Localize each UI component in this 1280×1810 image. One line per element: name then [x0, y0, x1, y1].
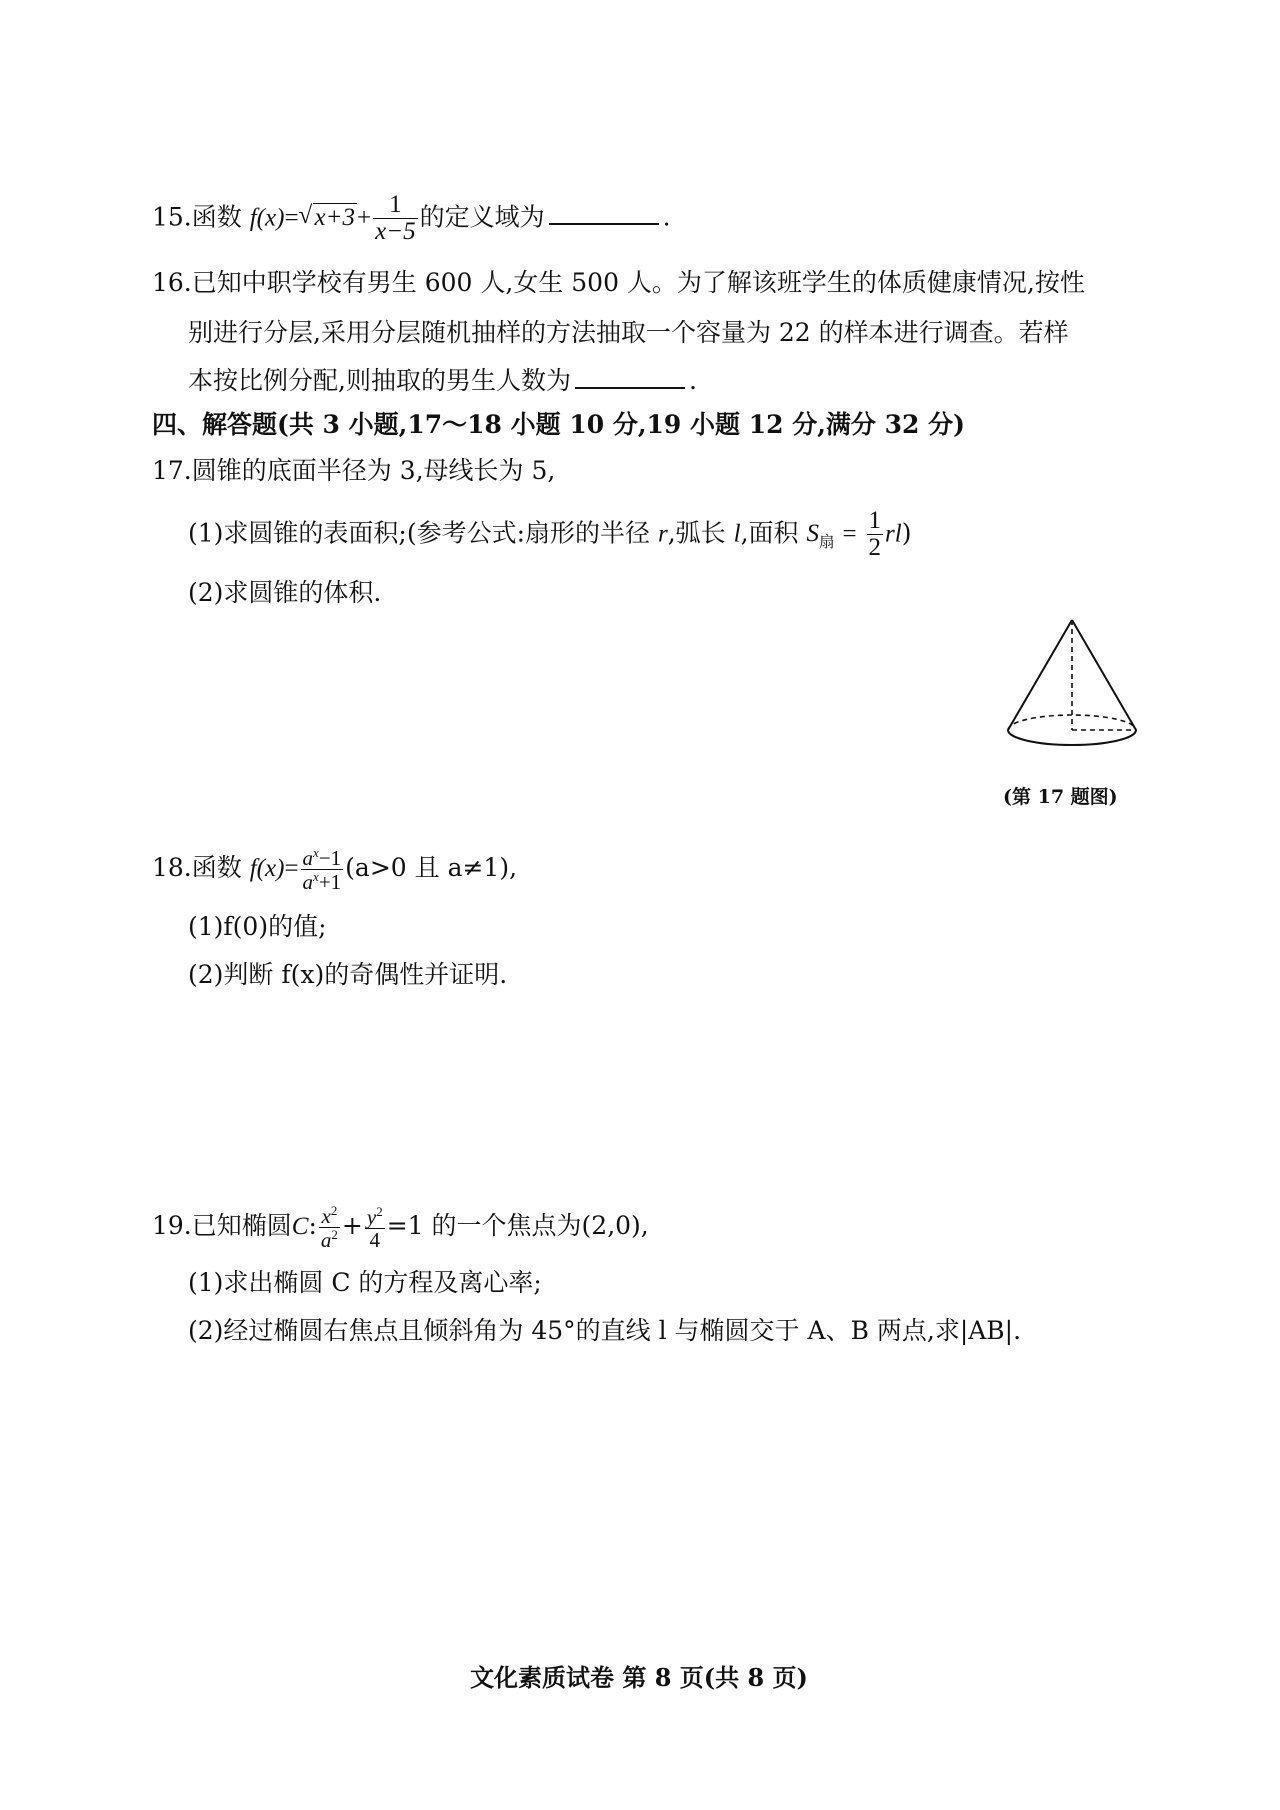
q15-lead: 函数: [191, 202, 242, 232]
q18-number: 18.: [152, 853, 192, 883]
q15-function: f(x): [249, 204, 285, 232]
q16-line-1: 16.已知中职学校有男生 600 人,女生 500 人。为了解该班学生的体质健康情况,按性: [152, 268, 1085, 297]
question-15: [152, 192, 671, 246]
q18-frac-den: [301, 870, 344, 893]
q19-eq1: =1: [386, 1211, 424, 1241]
q17-part-2: (2)求圆锥的体积.: [188, 578, 382, 607]
q17-half-fraction: [867, 508, 884, 562]
q19-C: C: [291, 1213, 309, 1241]
q17-figure-caption: (第 17 题图): [1003, 786, 1118, 808]
q15-answer-blank[interactable]: [549, 222, 659, 225]
cone-figure: [1000, 610, 1150, 760]
q17-half-num: 1: [868, 507, 881, 534]
cone-left-slant: [1008, 620, 1072, 730]
q17-p1-lead: (1)求圆锥的表面积;(参考公式:扇形的半径: [188, 518, 651, 548]
q17-p1-mid2: ,面积: [740, 518, 799, 548]
q19-frac-x: [319, 1204, 340, 1251]
q17-rl: rl: [885, 520, 902, 548]
q19-frac-y-num: [365, 1205, 385, 1229]
q16-line-2: 别进行分层,采用分层随机抽样的方法抽取一个容量为 22 的样本进行调查。若样: [188, 318, 1069, 347]
cone-base-front: [1008, 730, 1136, 745]
q18-condition: (a>0 且 a≠1),: [345, 853, 518, 883]
q15-plus: +: [357, 204, 372, 232]
q18-num-a: a: [302, 846, 314, 870]
q18-equals: =: [284, 855, 299, 883]
q17-r: r: [657, 520, 668, 548]
q18-den-exp: x: [313, 869, 319, 885]
q18-frac-num: [301, 846, 344, 870]
q19-plus: +: [341, 1211, 363, 1241]
q15-sqrt-arg: x+3: [314, 204, 356, 232]
page-footer: 文化素质试卷 第 8 页(共 8 页): [470, 1663, 808, 1692]
q16-end: .: [688, 366, 697, 395]
q18-num-rest: −1: [318, 846, 342, 870]
q19-number: 19.: [152, 1211, 192, 1241]
q17-half-den: 2: [868, 534, 881, 562]
q15-frac-den: x−5: [375, 218, 416, 246]
q19-a: a: [320, 1228, 332, 1253]
q19-y: y: [366, 1204, 377, 1229]
cone-right-slant: [1072, 620, 1136, 730]
question-18: [152, 846, 517, 893]
q15-tail: 的定义域为: [419, 202, 545, 232]
q18-fraction: [301, 846, 344, 893]
q17-stem: 17.圆锥的底面半径为 3,母线长为 5,: [152, 456, 556, 485]
q18-lead: 函数: [191, 853, 242, 883]
q19-frac-x-den: [319, 1228, 340, 1251]
q17-S: [806, 520, 835, 552]
q17-l: l: [733, 520, 741, 548]
q19-y-exp: 2: [376, 1203, 383, 1219]
q16-line-3: [188, 366, 697, 396]
q17-part-1: [188, 508, 911, 562]
q19-part-2: (2)经过椭圆右焦点且倾斜角为 45°的直线 l 与椭圆交于 A、B 两点,求|AB|.: [188, 1316, 1022, 1345]
q16-line-3-text: 本按比例分配,则抽取的男生人数为: [188, 366, 571, 395]
q17-p1-mid1: ,弧长: [667, 518, 726, 548]
q15-fraction: [373, 192, 417, 246]
q19-frac-y-den: 4: [369, 1227, 381, 1252]
q18-part-1: (1)f(0)的值;: [188, 912, 327, 941]
q18-num-exp: x: [313, 845, 319, 860]
q19-a-exp: 2: [331, 1227, 338, 1243]
q18-function: f(x): [249, 855, 285, 883]
q15-frac-num: 1: [373, 192, 417, 219]
q18-den-rest: +1: [318, 870, 342, 895]
q19-frac-x-num: [319, 1204, 340, 1228]
q17-S-letter: S: [806, 520, 819, 548]
q19-x-exp: 2: [330, 1203, 338, 1218]
q16-answer-blank[interactable]: [575, 386, 685, 389]
q17-close: ): [901, 518, 912, 548]
q19-part-1: (1)求出椭圆 C 的方程及离心率;: [188, 1268, 542, 1297]
q18-den-a: a: [302, 870, 314, 895]
q19-x: x: [321, 1204, 331, 1228]
q17-S-subscript: 扇: [818, 534, 835, 552]
q19-lead: 已知椭圆: [191, 1211, 292, 1241]
q19-tail: 的一个焦点为(2,0),: [431, 1211, 649, 1241]
q17-equals: =: [842, 520, 857, 548]
q15-end: .: [662, 202, 671, 232]
q19-colon: :: [308, 1211, 317, 1241]
q18-part-2: (2)判断 f(x)的奇偶性并证明.: [188, 960, 508, 989]
q15-sqrt: √ x+3: [298, 202, 356, 232]
q15-equals: =: [284, 204, 299, 232]
q15-number: 15.: [152, 202, 192, 232]
question-19: [152, 1204, 649, 1251]
q19-frac-y: [365, 1205, 385, 1251]
section-4-heading: 四、解答题(共 3 小题,17～18 小题 10 分,19 小题 12 分,满分 32 分): [152, 410, 965, 439]
